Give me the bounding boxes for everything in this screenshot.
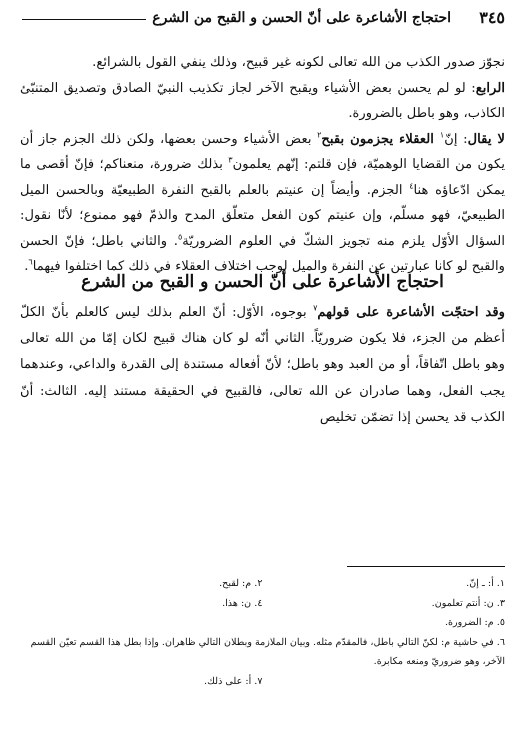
footnote-ref-1[interactable]: ١ [439, 130, 445, 140]
footnote-7: ٧. أ: على ذلك. [204, 675, 263, 687]
paragraph-3-text-b: العقلاء يجزمون بقبح [321, 131, 440, 147]
paragraph-3-text-e: الجزم. وأيضاً إن عنيتم بالعلم بالقبح النفرة الطبيعيّة وبالحسن الميل الطبيعيّ، فهو مسلّم، وإن عنيتم كون الفعل متعلّق المدح والذمّ فهو ممنوع؛ لأنّا نقول: السؤال الأوّل يلزم منه تجويز الشكّ في العلوم الضروريّة [20, 182, 505, 249]
section-text [20, 300, 505, 431]
footnote-ref-5[interactable]: ٥ [177, 232, 183, 242]
paragraph-3-text-a: : إنّ [444, 131, 468, 147]
footnote-rule [347, 566, 505, 567]
footnote-ref-6[interactable]: ٦ [28, 257, 33, 267]
section-paragraph-lead: وقد احتجّت الأشاعرة على قولهم [317, 305, 505, 320]
paragraph-3 [20, 127, 505, 280]
paragraph-1: نجوّز صدور الكذب من الله تعالى لكونه غير قبيح، وذلك ينفي القول بالشرائع. [92, 55, 505, 70]
main-text [20, 50, 505, 280]
footnote-6: ٦. في حاشية م: لكنّ التالي باطل، فالمقدّم مثله. وبيان الملازمة وبطلان التالي ظاهران. وإذا بطل هذا القسم تعيّن القسم الآخر، وهو ضروريّ ومنعه مكابرة. [30, 636, 505, 667]
footnote-ref-3[interactable]: ٣ [228, 155, 233, 165]
footnote-ref-7[interactable]: ٧ [313, 303, 318, 313]
running-header [22, 10, 451, 26]
paragraph-2-text: : لو لم يحسن بعض الأشياء ويقبح الآخر لجاز تكذيب النبيّ الصادق وتصديق المتنبّئ الكاذب، وهو باطل بالضرورة. [20, 80, 505, 121]
section-heading: احتجاج الأشاعرة على أنّ الحسن و القبح من الشرع [81, 272, 444, 292]
footnote-ref-4[interactable]: ٤ [409, 181, 414, 191]
paragraph-3-text-g: . [24, 259, 29, 274]
footnote-row-2 [20, 594, 505, 614]
footnote-2: ٢. م: لقبح. [219, 578, 263, 589]
paragraph-2 [20, 76, 505, 127]
footnote-spacer [263, 672, 506, 692]
footnote-4: ٤. ن: هذا. [222, 597, 263, 609]
header-rule [22, 19, 146, 20]
page-number: ٣٤٥ [479, 8, 505, 27]
footnote-3: ٣. ن: أنتم تعلمون. [431, 597, 505, 609]
paragraph-3-text-d: بذلك ضرورة، منعناكم؛ فإنّ أقصى ما يمكن ادّعاؤه هنا [20, 157, 505, 198]
paragraph-2-lead: الرابع [475, 80, 505, 96]
footnote-row-4 [20, 672, 505, 692]
footnote-1: ١. أ: ـ إنّ. [466, 578, 505, 589]
section-paragraph-1 [20, 300, 505, 431]
footnote-row-1 [20, 574, 505, 594]
paragraph-3-text-c: بعض الأشياء وحسن بعضها، ولكن ذلك الجزم جاز أن يكون من القضايا الوهميّة، فإن قلتم: إنّهم يعلمون [20, 131, 506, 172]
footnote-ref-2[interactable]: ٢ [317, 130, 322, 140]
footnotes [20, 574, 505, 691]
paragraph-3-text-f: . والثاني باطل؛ فإنّ الحسن والقبح لو كانا عبارتين عن النفرة والميل لوجب اختلاف العقلاء في ذلك كما اختلفوا فيهما [20, 233, 505, 274]
section-paragraph-text: بوجوه، الأوّل: أنّ العلم بذلك ليس كالعلم بأنّ الكلّ أعظم من الجزء، فلا يكون ضروريّاً. الثاني أنّه لو كان هناك قبيح لكان إمّا من الله تعالى وهو باطل اتّفاقاً، أو من العبد وهو باطل؛ لأنّ أفعاله مستندة إلى القدرة والداعي، وعندهما يجب الفعل، وهما صادران عن الله تعالى، فالقبيح في الحقيقة مستند إليه. الثالث: أنّ الكذب قد يحسن إذا تضمّن تخليص [20, 305, 505, 425]
footnote-row-3 [20, 613, 505, 633]
paragraph-3-lead: لا يقال [467, 131, 505, 147]
footnote-5: ٥. م: الضرورة. [444, 617, 505, 628]
running-title: احتجاج الأشاعرة على أنّ الحسن و القبح من الشرع [152, 10, 451, 26]
